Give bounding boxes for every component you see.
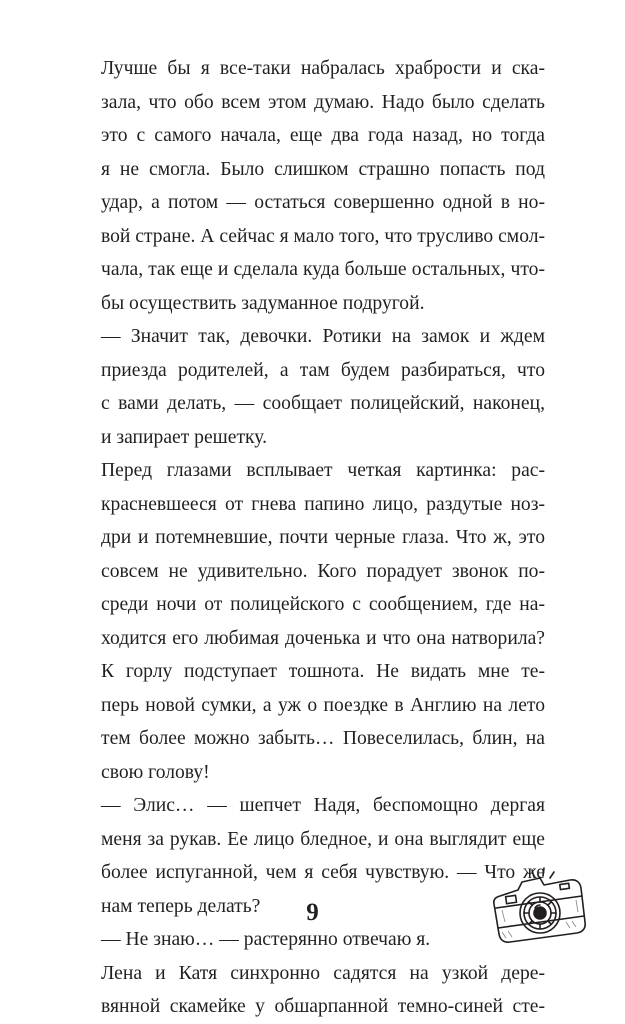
- text-line: тем более можно забыть… Повеселилась, блин, на: [101, 728, 545, 749]
- text-line: свою голову!: [101, 761, 210, 783]
- text-line: нам теперь делать?: [101, 895, 261, 917]
- text-line: чала, так еще и сделала куда больше остальных, что-: [101, 259, 545, 280]
- text-line: зала, что обо всем этом думаю. Надо было сделать: [101, 91, 545, 113]
- camera-icon: [488, 866, 588, 961]
- text-line: вой стране. А сейчас я мало того, что трусливо смол-: [101, 225, 546, 247]
- text-line: среди ночи от полицейского с сообщением, где на-: [101, 594, 545, 615]
- text-line: бы осуществить задуманное подругой.: [101, 292, 425, 314]
- text-line: более испуганной, чем я себя чувствую. — Что же: [101, 862, 545, 883]
- page-number: 9: [306, 899, 319, 926]
- text-line: — Значит так, девочки. Ротики на замок и ждем: [101, 326, 545, 347]
- text-line: красневшееся от гнева папино лицо, раздутые нoз-: [101, 493, 545, 515]
- text-line: Лучше бы я все-таки набралась храбрости и ска-: [101, 58, 545, 79]
- text-line: — Элис… — шепчет Надя, беспомощно дергая: [101, 795, 545, 816]
- text-line: Перед глазами всплывает четкая картинка: рас-: [101, 460, 545, 481]
- text-line: Лена и Катя синхронно садятся на узкой дере-: [101, 962, 545, 984]
- text-line: дри и потемневшие, почти черные глаза. Что ж, это: [101, 527, 545, 548]
- text-line: совсем не удивительно. Кого порадует звонок по-: [101, 560, 545, 582]
- text-line: это с самого начала, еще два года назад, но тогда: [101, 125, 545, 146]
- text-line: удар, а потом — остаться совершенно одной в но-: [101, 192, 545, 213]
- body-text: [101, 52, 545, 1024]
- text-line: с вами делать, — сообщает полицейский, наконец,: [101, 393, 545, 414]
- text-line: меня за рукав. Ее лицо бледное, и она выглядит еще: [101, 828, 545, 850]
- text-line: вянной скамейке у обшарпанной темно-синей сте-: [101, 996, 545, 1017]
- text-line: я не смогла. Было слишком страшно попасть под: [101, 158, 545, 180]
- text-line: К горлу подступает тошнота. Не видать мне те-: [101, 661, 545, 682]
- text-line: — Не знаю… — растерянно отвечаю я.: [101, 929, 431, 950]
- text-line: ходится его любимая доченька и что она натворила?: [101, 627, 545, 649]
- text-line: и запирает решетку.: [101, 426, 268, 448]
- text-line: приезда родителей, а там будем разбираться, что: [101, 359, 545, 381]
- text-line: перь новой сумки, а уж о поездке в Англию на лето: [101, 694, 545, 716]
